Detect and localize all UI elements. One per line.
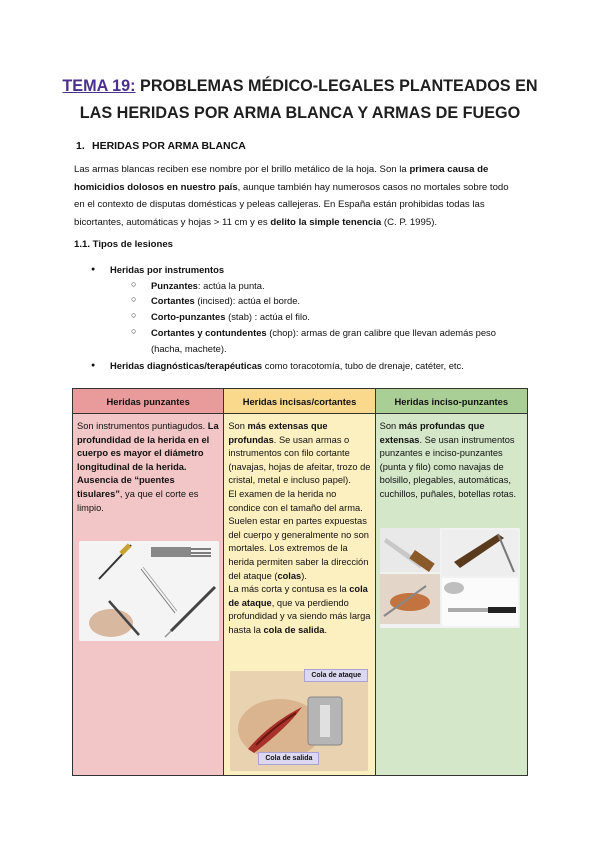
sub-list-item	[74, 278, 524, 294]
cell-text: . Se usan armas o instrumentos con filo cortante (navajas, hojas de afeitar, trozo de cristal, metal e incluso papel).	[228, 434, 371, 486]
column-punzantes	[73, 389, 224, 775]
sub-item-text: (stab) : actúa el filo.	[225, 311, 310, 323]
cell-text: , ya que el corte es limpio.	[77, 488, 199, 513]
column-inciso-punzantes	[376, 389, 527, 775]
section-number: 1.	[76, 140, 85, 152]
para-bold-2: delito la simple tenencia	[270, 216, 382, 228]
cell-bold: La profundidad de la herida en el cuerpo es mayor el diámetro longitudinal de la herida.	[77, 421, 219, 472]
list-item-label: Heridas por instrumentos	[110, 264, 225, 275]
wound-types-table	[72, 388, 528, 776]
knives-image	[380, 528, 520, 628]
cell-text: La más corta y contusa es la	[228, 584, 350, 595]
tema-link[interactable]: TEMA 19:	[62, 77, 136, 95]
subsection-heading: 1.1. Tipos de lesiones	[74, 239, 173, 250]
column-header: Heridas incisas/cortantes	[224, 389, 374, 414]
column-header: Heridas inciso-punzantes	[376, 389, 527, 414]
cell-bold: colas	[277, 570, 302, 581]
cell-text: . Se usan instrumentos punzantes e inciso-punzantes (punta y filo) como navajas de bolsillo, plegables, automáticas, cuchillos, puñales, botellas rotas.	[379, 434, 517, 499]
cell-text: ).	[301, 570, 307, 581]
cell-text: Son instrumentos puntiagudos.	[77, 421, 208, 431]
list-item-text: como toracotomía, tubo de drenaje, catéter, etc.	[262, 360, 464, 372]
list-item	[74, 358, 524, 374]
sub-item-text: (chop): armas de gran calibre que llevan además peso (hacha, machete).	[151, 326, 496, 354]
document-title	[60, 73, 540, 127]
attack-tail-label: Cola de ataque	[304, 669, 368, 682]
intro-paragraph	[74, 161, 514, 231]
cell-bold: más extensas que profundas	[228, 421, 328, 445]
exit-tail-label: Cola de salida	[258, 752, 319, 765]
para-text-3: (C. P. 1995).	[381, 216, 438, 228]
list-item	[74, 262, 524, 278]
sub-item-text: : actúa la punta.	[197, 279, 265, 291]
circle-bullet-icon: ○	[131, 278, 137, 289]
column-header: Heridas punzantes	[73, 389, 223, 414]
cell-bold: cola de salida	[263, 624, 325, 635]
column-incisas	[224, 389, 375, 775]
sub-list-item	[74, 293, 524, 309]
column-body	[73, 414, 223, 515]
cell-bold: Ausencia de “puentes tisulares”	[77, 475, 175, 499]
cell-bold: cola de ataque	[228, 584, 368, 608]
cell-text: , que va perdiendo profundidad y va siendo más larga hasta la	[228, 597, 371, 635]
title-line2: LAS HERIDAS POR ARMA BLANCA Y ARMAS DE FUEGO	[79, 104, 521, 122]
para-text-1: Las armas blancas reciben ese nombre por el brillo metálico de la hoja. Son la	[74, 164, 410, 175]
sub-list-item	[74, 325, 524, 356]
circle-bullet-icon: ○	[131, 325, 137, 336]
sub-item-bold: Cortantes y contundentes	[151, 326, 267, 338]
sub-item-bold: Punzantes	[151, 279, 198, 291]
title-line1: PROBLEMAS MÉDICO-LEGALES PLANTEADOS EN	[135, 77, 538, 95]
bullet-icon: ●	[91, 266, 96, 273]
bullet-icon: ●	[91, 362, 96, 370]
sub-item-text: (incised): actúa el borde.	[194, 295, 301, 307]
circle-bullet-icon: ○	[131, 294, 137, 305]
section-heading	[76, 140, 246, 152]
sub-item-bold: Cortantes	[151, 295, 195, 307]
cell-text: Son	[379, 421, 399, 431]
para-text-2: , aunque también hay numerosos casos no mortales sobre todo en el contexto de disputas domésticas y peleas callejeras. En España están prohibidas todas las bicortantes, automáticas y hojas > 11 cm y es	[74, 181, 509, 228]
circle-bullet-icon: ○	[131, 310, 137, 321]
cell-bold: más profundas que extensas	[379, 421, 485, 445]
column-body	[224, 414, 374, 638]
column-body	[376, 414, 527, 502]
punzantes-instruments-image	[79, 541, 219, 641]
lesion-types-list	[74, 262, 524, 374]
cell-text: .	[324, 624, 328, 635]
section-title: HERIDAS POR ARMA BLANCA	[92, 140, 246, 152]
sub-item-bold: Corto-punzantes	[151, 311, 226, 323]
cell-text: El examen de la herida no condice con el tamaño del arma. Suelen estar en partes expuestas del cuerpo y generalmente no son mortales. Los extremos de la herida permiten saber la dirección del ataque (	[228, 488, 369, 581]
para-bold-1: primera causa de homicidios dolosos en nuestro país	[74, 164, 489, 193]
list-item-label: Heridas diagnósticas/terapéuticas	[110, 360, 263, 372]
sub-list-item	[74, 309, 524, 325]
cell-text: Son	[228, 421, 248, 431]
